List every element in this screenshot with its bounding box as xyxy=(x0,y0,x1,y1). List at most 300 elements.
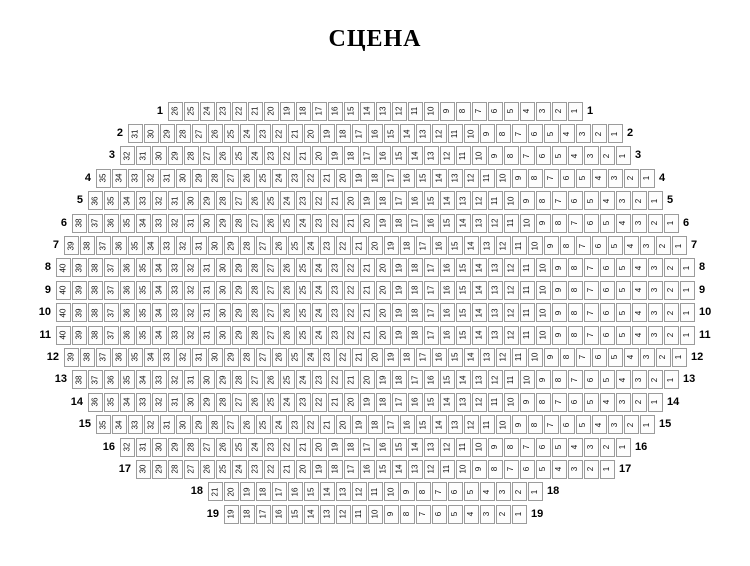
seat[interactable] xyxy=(392,303,407,322)
seat[interactable] xyxy=(600,146,615,165)
seat[interactable] xyxy=(232,214,247,233)
seat[interactable] xyxy=(584,393,599,412)
seat[interactable] xyxy=(256,124,271,143)
seat[interactable] xyxy=(336,482,351,501)
seat[interactable] xyxy=(280,303,295,322)
seat[interactable] xyxy=(336,348,351,367)
seat[interactable] xyxy=(416,236,431,255)
seat[interactable] xyxy=(640,236,655,255)
seat[interactable] xyxy=(328,438,343,457)
seat[interactable] xyxy=(504,370,519,389)
seat[interactable] xyxy=(248,393,263,412)
seat[interactable] xyxy=(72,370,87,389)
seat[interactable] xyxy=(216,460,231,479)
seat[interactable] xyxy=(248,303,263,322)
seat[interactable] xyxy=(64,236,79,255)
seat[interactable] xyxy=(352,505,367,524)
seat[interactable] xyxy=(336,124,351,143)
seat[interactable] xyxy=(608,236,623,255)
seat[interactable] xyxy=(176,169,191,188)
seat[interactable] xyxy=(648,370,663,389)
seat[interactable] xyxy=(448,348,463,367)
seat[interactable] xyxy=(232,438,247,457)
seat[interactable] xyxy=(216,281,231,300)
seat[interactable] xyxy=(136,281,151,300)
seat[interactable] xyxy=(616,438,631,457)
seat[interactable] xyxy=(320,348,335,367)
seat[interactable] xyxy=(496,124,511,143)
seat[interactable] xyxy=(672,236,687,255)
seat[interactable] xyxy=(88,370,103,389)
seat[interactable] xyxy=(152,438,167,457)
seat[interactable] xyxy=(112,169,127,188)
seat[interactable] xyxy=(176,348,191,367)
seat[interactable] xyxy=(504,393,519,412)
seat[interactable] xyxy=(104,191,119,210)
seat[interactable] xyxy=(592,348,607,367)
seat[interactable] xyxy=(184,102,199,121)
seat[interactable] xyxy=(440,146,455,165)
seat[interactable] xyxy=(296,393,311,412)
seat[interactable] xyxy=(304,169,319,188)
seat[interactable] xyxy=(488,214,503,233)
seat[interactable] xyxy=(504,102,519,121)
seat[interactable] xyxy=(536,214,551,233)
seat[interactable] xyxy=(368,482,383,501)
seat[interactable] xyxy=(448,415,463,434)
seat[interactable] xyxy=(280,326,295,345)
seat[interactable] xyxy=(648,393,663,412)
seat[interactable] xyxy=(584,303,599,322)
seat[interactable] xyxy=(320,505,335,524)
seat[interactable] xyxy=(392,438,407,457)
seat[interactable] xyxy=(280,258,295,277)
seat[interactable] xyxy=(648,258,663,277)
seat[interactable] xyxy=(184,191,199,210)
seat[interactable] xyxy=(296,102,311,121)
seat[interactable] xyxy=(576,124,591,143)
seat[interactable] xyxy=(344,438,359,457)
seat[interactable] xyxy=(256,415,271,434)
seat[interactable] xyxy=(392,146,407,165)
seat[interactable] xyxy=(400,169,415,188)
seat[interactable] xyxy=(472,102,487,121)
seat[interactable] xyxy=(248,281,263,300)
seat[interactable] xyxy=(168,191,183,210)
seat[interactable] xyxy=(528,415,543,434)
seat[interactable] xyxy=(384,505,399,524)
seat[interactable] xyxy=(200,258,215,277)
seat[interactable] xyxy=(200,460,215,479)
seat[interactable] xyxy=(536,303,551,322)
seat[interactable] xyxy=(208,348,223,367)
seat[interactable] xyxy=(272,124,287,143)
seat[interactable] xyxy=(200,146,215,165)
seat[interactable] xyxy=(240,124,255,143)
seat[interactable] xyxy=(520,393,535,412)
seat[interactable] xyxy=(376,191,391,210)
seat[interactable] xyxy=(464,124,479,143)
seat[interactable] xyxy=(176,124,191,143)
seat[interactable] xyxy=(256,482,271,501)
seat[interactable] xyxy=(392,281,407,300)
seat[interactable] xyxy=(520,102,535,121)
seat[interactable] xyxy=(656,236,671,255)
seat[interactable] xyxy=(648,191,663,210)
seat[interactable] xyxy=(120,191,135,210)
seat[interactable] xyxy=(408,393,423,412)
seat[interactable] xyxy=(544,236,559,255)
seat[interactable] xyxy=(264,191,279,210)
seat[interactable] xyxy=(160,169,175,188)
seat[interactable] xyxy=(472,281,487,300)
seat[interactable] xyxy=(248,214,263,233)
seat[interactable] xyxy=(352,348,367,367)
seat[interactable] xyxy=(448,236,463,255)
seat[interactable] xyxy=(224,124,239,143)
seat[interactable] xyxy=(424,326,439,345)
seat[interactable] xyxy=(344,281,359,300)
seat[interactable] xyxy=(592,169,607,188)
seat[interactable] xyxy=(296,326,311,345)
seat[interactable] xyxy=(680,303,695,322)
seat[interactable] xyxy=(216,393,231,412)
seat[interactable] xyxy=(424,102,439,121)
seat[interactable] xyxy=(680,281,695,300)
seat[interactable] xyxy=(168,146,183,165)
seat[interactable] xyxy=(208,415,223,434)
seat[interactable] xyxy=(480,505,495,524)
seat[interactable] xyxy=(344,258,359,277)
seat[interactable] xyxy=(264,303,279,322)
seat[interactable] xyxy=(552,281,567,300)
seat[interactable] xyxy=(192,348,207,367)
seat[interactable] xyxy=(440,326,455,345)
seat[interactable] xyxy=(376,214,391,233)
seat[interactable] xyxy=(216,258,231,277)
seat[interactable] xyxy=(408,438,423,457)
seat[interactable] xyxy=(232,460,247,479)
seat[interactable] xyxy=(568,460,583,479)
seat[interactable] xyxy=(456,258,471,277)
seat[interactable] xyxy=(352,169,367,188)
seat[interactable] xyxy=(488,370,503,389)
seat[interactable] xyxy=(424,146,439,165)
seat[interactable] xyxy=(288,124,303,143)
seat[interactable] xyxy=(624,169,639,188)
seat[interactable] xyxy=(328,281,343,300)
seat[interactable] xyxy=(408,460,423,479)
seat[interactable] xyxy=(456,281,471,300)
seat[interactable] xyxy=(136,393,151,412)
seat[interactable] xyxy=(280,460,295,479)
seat[interactable] xyxy=(496,236,511,255)
seat[interactable] xyxy=(528,169,543,188)
seat[interactable] xyxy=(376,326,391,345)
seat[interactable] xyxy=(400,415,415,434)
seat[interactable] xyxy=(120,258,135,277)
seat[interactable] xyxy=(312,438,327,457)
seat[interactable] xyxy=(216,214,231,233)
seat[interactable] xyxy=(240,415,255,434)
seat[interactable] xyxy=(120,326,135,345)
seat[interactable] xyxy=(384,169,399,188)
seat[interactable] xyxy=(576,415,591,434)
seat[interactable] xyxy=(376,460,391,479)
seat[interactable] xyxy=(544,415,559,434)
seat[interactable] xyxy=(296,146,311,165)
seat[interactable] xyxy=(344,102,359,121)
seat[interactable] xyxy=(400,348,415,367)
seat[interactable] xyxy=(496,348,511,367)
seat[interactable] xyxy=(72,214,87,233)
seat[interactable] xyxy=(384,124,399,143)
seat[interactable] xyxy=(464,415,479,434)
seat[interactable] xyxy=(448,124,463,143)
seat[interactable] xyxy=(616,326,631,345)
seat[interactable] xyxy=(312,146,327,165)
seat[interactable] xyxy=(104,281,119,300)
seat[interactable] xyxy=(328,102,343,121)
seat[interactable] xyxy=(288,482,303,501)
seat[interactable] xyxy=(392,214,407,233)
seat[interactable] xyxy=(328,146,343,165)
seat[interactable] xyxy=(432,482,447,501)
seat[interactable] xyxy=(296,281,311,300)
seat[interactable] xyxy=(568,438,583,457)
seat[interactable] xyxy=(440,393,455,412)
seat[interactable] xyxy=(600,393,615,412)
seat[interactable] xyxy=(584,191,599,210)
seat[interactable] xyxy=(304,505,319,524)
seat[interactable] xyxy=(440,258,455,277)
seat[interactable] xyxy=(280,281,295,300)
seat[interactable] xyxy=(488,303,503,322)
seat[interactable] xyxy=(480,415,495,434)
seat[interactable] xyxy=(256,169,271,188)
seat[interactable] xyxy=(368,124,383,143)
seat[interactable] xyxy=(376,370,391,389)
seat[interactable] xyxy=(392,460,407,479)
seat[interactable] xyxy=(552,438,567,457)
seat[interactable] xyxy=(424,303,439,322)
seat[interactable] xyxy=(192,415,207,434)
seat[interactable] xyxy=(552,191,567,210)
seat[interactable] xyxy=(312,102,327,121)
seat[interactable] xyxy=(584,438,599,457)
seat[interactable] xyxy=(608,348,623,367)
seat[interactable] xyxy=(568,146,583,165)
seat[interactable] xyxy=(264,326,279,345)
seat[interactable] xyxy=(584,214,599,233)
seat[interactable] xyxy=(536,102,551,121)
seat[interactable] xyxy=(472,326,487,345)
seat[interactable] xyxy=(88,281,103,300)
seat[interactable] xyxy=(384,236,399,255)
seat[interactable] xyxy=(536,146,551,165)
seat[interactable] xyxy=(208,169,223,188)
seat[interactable] xyxy=(224,169,239,188)
seat[interactable] xyxy=(520,460,535,479)
seat[interactable] xyxy=(672,348,687,367)
seat[interactable] xyxy=(552,370,567,389)
seat[interactable] xyxy=(184,438,199,457)
seat[interactable] xyxy=(200,393,215,412)
seat[interactable] xyxy=(424,281,439,300)
seat[interactable] xyxy=(360,146,375,165)
seat[interactable] xyxy=(448,169,463,188)
seat[interactable] xyxy=(528,124,543,143)
seat[interactable] xyxy=(416,348,431,367)
seat[interactable] xyxy=(312,393,327,412)
seat[interactable] xyxy=(376,393,391,412)
seat[interactable] xyxy=(416,482,431,501)
seat[interactable] xyxy=(240,348,255,367)
seat[interactable] xyxy=(280,102,295,121)
seat[interactable] xyxy=(416,169,431,188)
seat[interactable] xyxy=(632,393,647,412)
seat[interactable] xyxy=(304,415,319,434)
seat[interactable] xyxy=(200,102,215,121)
seat[interactable] xyxy=(616,370,631,389)
seat[interactable] xyxy=(504,303,519,322)
seat[interactable] xyxy=(168,258,183,277)
seat[interactable] xyxy=(568,258,583,277)
seat[interactable] xyxy=(512,169,527,188)
seat[interactable] xyxy=(152,393,167,412)
seat[interactable] xyxy=(200,438,215,457)
seat[interactable] xyxy=(328,393,343,412)
seat[interactable] xyxy=(416,505,431,524)
seat[interactable] xyxy=(552,326,567,345)
seat[interactable] xyxy=(216,191,231,210)
seat[interactable] xyxy=(600,281,615,300)
seat[interactable] xyxy=(544,124,559,143)
seat[interactable] xyxy=(312,191,327,210)
seat[interactable] xyxy=(344,460,359,479)
seat[interactable] xyxy=(456,102,471,121)
seat[interactable] xyxy=(320,482,335,501)
seat[interactable] xyxy=(88,326,103,345)
seat[interactable] xyxy=(136,438,151,457)
seat[interactable] xyxy=(248,460,263,479)
seat[interactable] xyxy=(152,281,167,300)
seat[interactable] xyxy=(456,370,471,389)
seat[interactable] xyxy=(56,303,71,322)
seat[interactable] xyxy=(184,146,199,165)
seat[interactable] xyxy=(432,169,447,188)
seat[interactable] xyxy=(488,191,503,210)
seat[interactable] xyxy=(568,191,583,210)
seat[interactable] xyxy=(408,191,423,210)
seat[interactable] xyxy=(272,415,287,434)
seat[interactable] xyxy=(248,102,263,121)
seat[interactable] xyxy=(160,124,175,143)
seat[interactable] xyxy=(152,258,167,277)
seat[interactable] xyxy=(232,393,247,412)
seat[interactable] xyxy=(568,370,583,389)
seat[interactable] xyxy=(680,258,695,277)
seat[interactable] xyxy=(104,258,119,277)
seat[interactable] xyxy=(312,326,327,345)
seat[interactable] xyxy=(648,303,663,322)
seat[interactable] xyxy=(504,146,519,165)
seat[interactable] xyxy=(520,146,535,165)
seat[interactable] xyxy=(120,146,135,165)
seat[interactable] xyxy=(520,214,535,233)
seat[interactable] xyxy=(456,326,471,345)
seat[interactable] xyxy=(456,460,471,479)
seat[interactable] xyxy=(264,393,279,412)
seat[interactable] xyxy=(128,348,143,367)
seat[interactable] xyxy=(80,236,95,255)
seat[interactable] xyxy=(400,482,415,501)
seat[interactable] xyxy=(560,169,575,188)
seat[interactable] xyxy=(552,460,567,479)
seat[interactable] xyxy=(328,370,343,389)
seat[interactable] xyxy=(488,102,503,121)
seat[interactable] xyxy=(104,303,119,322)
seat[interactable] xyxy=(584,281,599,300)
seat[interactable] xyxy=(232,102,247,121)
seat[interactable] xyxy=(208,482,223,501)
seat[interactable] xyxy=(296,303,311,322)
seat[interactable] xyxy=(104,326,119,345)
seat[interactable] xyxy=(408,370,423,389)
seat[interactable] xyxy=(88,191,103,210)
seat[interactable] xyxy=(216,370,231,389)
seat[interactable] xyxy=(72,326,87,345)
seat[interactable] xyxy=(184,326,199,345)
seat[interactable] xyxy=(608,124,623,143)
seat[interactable] xyxy=(616,281,631,300)
seat[interactable] xyxy=(144,169,159,188)
seat[interactable] xyxy=(112,348,127,367)
seat[interactable] xyxy=(488,438,503,457)
seat[interactable] xyxy=(352,124,367,143)
seat[interactable] xyxy=(168,370,183,389)
seat[interactable] xyxy=(472,460,487,479)
seat[interactable] xyxy=(472,370,487,389)
seat[interactable] xyxy=(520,258,535,277)
seat[interactable] xyxy=(640,415,655,434)
seat[interactable] xyxy=(208,236,223,255)
seat[interactable] xyxy=(208,124,223,143)
seat[interactable] xyxy=(432,236,447,255)
seat[interactable] xyxy=(520,303,535,322)
seat[interactable] xyxy=(536,438,551,457)
seat[interactable] xyxy=(408,281,423,300)
seat[interactable] xyxy=(360,326,375,345)
seat[interactable] xyxy=(200,370,215,389)
seat[interactable] xyxy=(240,505,255,524)
seat[interactable] xyxy=(304,124,319,143)
seat[interactable] xyxy=(216,326,231,345)
seat[interactable] xyxy=(328,460,343,479)
seat[interactable] xyxy=(536,258,551,277)
seat[interactable] xyxy=(424,393,439,412)
seat[interactable] xyxy=(472,146,487,165)
seat[interactable] xyxy=(440,370,455,389)
seat[interactable] xyxy=(248,438,263,457)
seat[interactable] xyxy=(640,348,655,367)
seat[interactable] xyxy=(464,348,479,367)
seat[interactable] xyxy=(600,258,615,277)
seat[interactable] xyxy=(240,169,255,188)
seat[interactable] xyxy=(168,281,183,300)
seat[interactable] xyxy=(336,505,351,524)
seat[interactable] xyxy=(320,169,335,188)
